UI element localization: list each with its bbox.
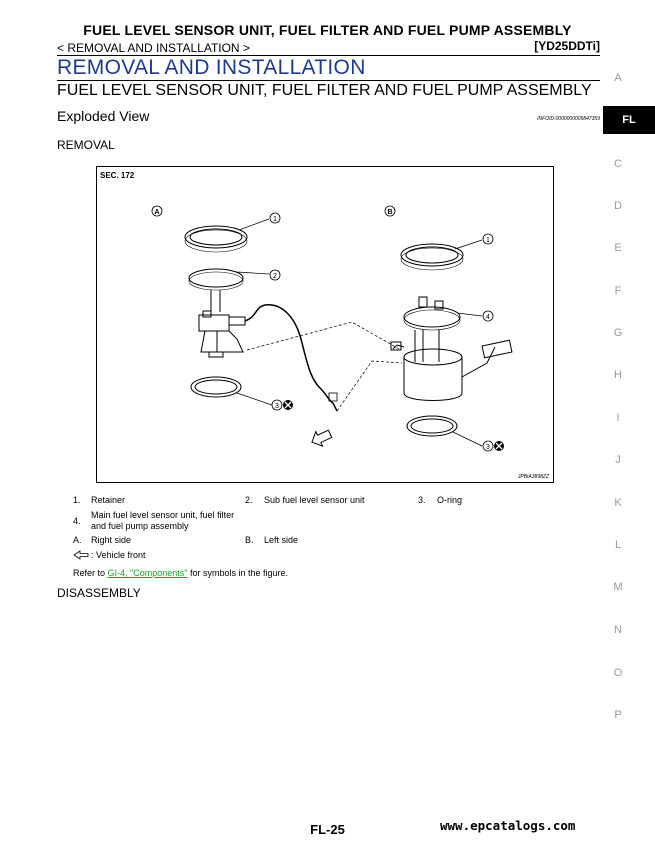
watermark-site: www.epcatalogs.com: [440, 818, 576, 833]
legend-text-3: O-ring: [437, 495, 463, 505]
page-header-subtitle: < REMOVAL AND INSTALLATION >: [57, 41, 250, 55]
vehicle-front-arrow: [309, 427, 334, 450]
retainer-left: [401, 244, 463, 270]
tab-c[interactable]: C: [614, 158, 622, 170]
exploded-view-figure: [96, 166, 554, 483]
figure-code: JPBIA3898ZZ: [517, 474, 549, 480]
components-link[interactable]: GI-4, "Components": [107, 568, 188, 578]
tab-j[interactable]: J: [615, 454, 621, 466]
legend-text-2: Sub fuel level sensor unit: [264, 495, 365, 505]
sub-fuel-level-sensor-unit: [199, 311, 245, 357]
engine-model-label: [YD25DDTi]: [534, 39, 600, 53]
tab-fl[interactable]: FL: [603, 106, 655, 134]
page-header-title: FUEL LEVEL SENSOR UNIT, FUEL FILTER AND FUEL PUMP ASSEMBLY: [83, 22, 572, 38]
connection-leader: [247, 322, 399, 350]
tab-p[interactable]: P: [614, 709, 622, 721]
section-subtitle: FUEL LEVEL SENSOR UNIT, FUEL FILTER AND FUEL PUMP ASSEMBLY: [57, 82, 592, 99]
tab-n[interactable]: N: [614, 624, 622, 636]
page-number: FL-25: [310, 822, 345, 837]
exploded-view-diagram: [97, 167, 553, 482]
legend-text-4a: Main fuel level sensor unit, fuel filter: [91, 510, 235, 520]
label-b-marker: [385, 206, 395, 216]
sensor-harness: [245, 305, 333, 403]
refer-prefix: Refer to: [73, 568, 108, 578]
svg-text:A: A: [154, 209, 160, 216]
tab-g[interactable]: G: [613, 327, 623, 339]
retainer-right: [185, 226, 247, 252]
callout-leaders: [237, 219, 482, 446]
legend-num-1: 1.: [73, 495, 81, 505]
sec-label: SEC. 172: [100, 171, 135, 180]
svg-text:1: 1: [486, 237, 490, 244]
refer-suffix: for symbols in the figure.: [187, 568, 288, 578]
svg-text:3: 3: [275, 403, 279, 410]
legend-text-1: Retainer: [91, 495, 126, 505]
callout-2: [270, 270, 280, 280]
legend-num-2: 2.: [245, 495, 253, 505]
info-id: INFOID:0000000005847359: [537, 116, 600, 122]
callout-4: [483, 311, 493, 321]
label-a-marker: [152, 206, 162, 216]
legend-num-3: 3.: [418, 495, 426, 505]
section-divider: [57, 80, 600, 81]
legend-num-4: 4.: [73, 516, 81, 526]
svg-text:4: 4: [486, 314, 490, 321]
sub-sensor-flange: [189, 269, 243, 312]
legend-text-4b: and fuel pump assembly: [91, 521, 189, 531]
svg-text:2: 2: [273, 273, 277, 280]
callout-3-right: [483, 441, 504, 451]
disassembly-heading: DISASSEMBLY: [57, 586, 141, 600]
legend-letter-b: B.: [245, 535, 254, 545]
o-ring-right: [191, 377, 241, 397]
svg-text:1: 1: [273, 216, 277, 223]
exploded-view-heading: Exploded View: [57, 108, 150, 124]
tab-a[interactable]: A: [614, 72, 622, 84]
legend-text-a: Right side: [91, 535, 132, 545]
legend-letter-a: A.: [73, 535, 82, 545]
callout-1-right: [483, 234, 493, 244]
legend-text-b: Left side: [264, 535, 299, 545]
tab-l[interactable]: L: [614, 539, 622, 551]
tab-m[interactable]: M: [613, 581, 623, 593]
tab-h[interactable]: H: [614, 369, 622, 381]
tab-e[interactable]: E: [614, 242, 622, 254]
svg-text:B: B: [387, 209, 393, 216]
tab-i[interactable]: I: [616, 412, 620, 424]
svg-text:3: 3: [486, 444, 490, 451]
callout-1-left: [270, 213, 280, 223]
legend-refer: [73, 568, 288, 579]
callout-3-left: [272, 400, 293, 410]
tab-d[interactable]: D: [614, 200, 622, 212]
legend-vehicle-front: : Vehicle front: [91, 550, 146, 560]
tab-o[interactable]: O: [613, 667, 623, 679]
removal-heading: REMOVAL: [57, 138, 115, 152]
tab-k[interactable]: K: [614, 497, 622, 509]
tab-f[interactable]: F: [614, 285, 622, 297]
o-ring-left: [407, 416, 457, 436]
connection-leader-lower: [337, 361, 402, 411]
main-fuel-pump-assembly: [391, 297, 512, 401]
section-title: REMOVAL AND INSTALLATION: [57, 56, 366, 79]
vehicle-front-icon: [73, 550, 89, 560]
